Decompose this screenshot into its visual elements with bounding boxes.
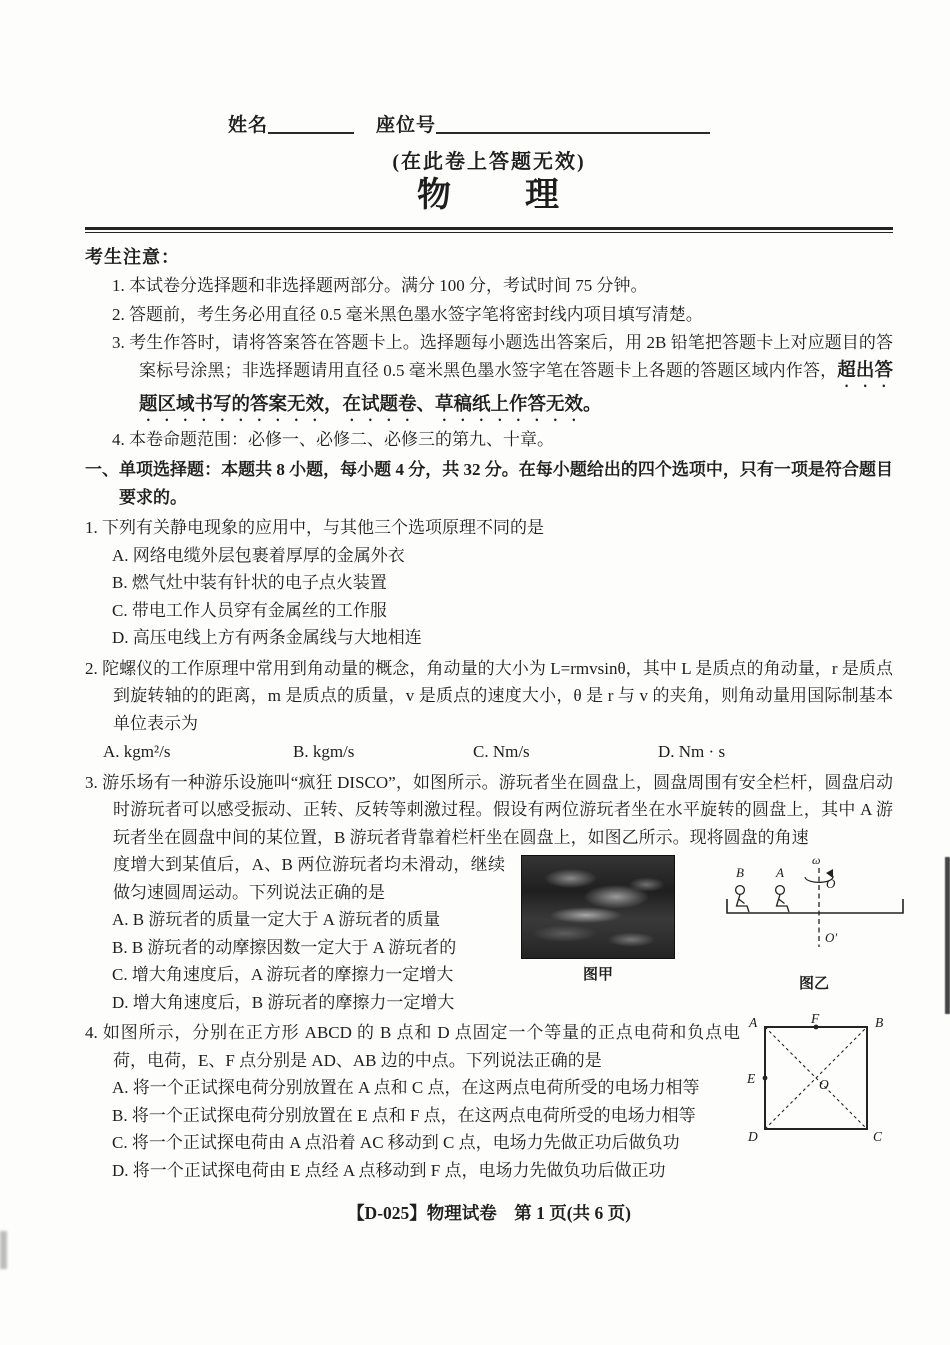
double-rule-divider [85,227,893,233]
rider-b-label: B [736,865,744,880]
question-4-option-c: C. 将一个正试探电荷由 A 点沿着 AC 移动到 C 点，电场力先做正功后做负功 [112,1133,680,1152]
name-field-label: 姓名 [228,115,269,136]
question-2-option-b: B. kgm/s [293,742,355,761]
question-4-option-d: D. 将一个正试探电荷由 E 点经 A 点移动到 F 点，电场力先做负功后做正功 [112,1160,666,1180]
question-2-option-a: A. kgm²/s [103,742,171,761]
question-2 [85,655,893,766]
question-2-stem: 2. 陀螺仪的工作原理中常用到角动量的概念，角动量的大小为 L=rmvsinθ，其中 L 是质点的角动量，r 是质点到旋转轴的的距离，m 是质点的质量，v 是质点的速度大小，θ 是 r 与 v 的夹角，则角动量用国际制基本单位表示为 [85,658,893,733]
question-3-stem: 3. 游乐场有一种游乐设施叫“疯狂 DISCO”，如图所示。游玩者坐在圆盘上，圆盘周围有安全栏杆，圆盘启动时游玩者可以感受振动、正转、反转等刺激过程。假设有两位游玩者坐在水平旋转的圆盘上，其中 A 游玩者坐在圆盘中间的某位置，B 游玩者背靠着栏杆坐在圆盘上，如图乙所示。现将圆盘的角速 [85,772,893,847]
question-4-option-a: A. 将一个正试探电荷分别放置在 A 点和 C 点，在这两点电荷所受的电场力相等 [112,1078,700,1097]
square-charge-diagram [745,1013,893,1145]
name-seat-row [228,112,893,140]
question-4 [85,1013,893,1184]
rider-a-label: A [776,865,784,880]
question-3 [85,769,893,1017]
corner-d-label: D [748,1129,758,1144]
notice-item-2: 2. 答题前，考生务必用直径 0.5 毫米黑色墨水签字笔将密封线内项目填写清楚。 [112,304,703,324]
section-heading-single-choice: 一、单项选择题：本题共 8 小题，每小题 4 分，共 32 分。在每小题给出的四个选项中，只有一项是符合题目要求的。 [85,460,893,507]
question-1-stem: 1. 下列有关静电现象的应用中，与其他三个选项原理不同的是 [85,518,544,537]
rotating-disc-diagram [713,855,915,959]
figure-jia-caption: 图甲 [582,967,613,983]
question-3-option-a: A. B 游玩者的质量一定大于 A 游玩者的质量 [112,910,441,929]
notice-item-3-text: 3. 考生作答时，请将答案答在答题卡上。选择题每小题选出答案后，用 2B 铅笔把答题卡上对应题目的答案标号涂黑；非选择题请用直径 0.5 毫米黑色墨水签字笔在答题卡上各题的答题区域内作答， [112,333,893,380]
omega-label: ω [812,855,821,867]
seat-blank-underline [436,115,710,134]
question-4-option-b: B. 将一个正试探电荷分别放置在 E 点和 F 点，在这两点电荷所受的电场力相等 [112,1105,696,1125]
notice-item-3 [112,329,893,425]
question-3-stem-continued: 度增大到某值后，A、B 两位游玩者均未滑动，继续做匀速圆周运动。下列说法正确的是 [113,855,505,902]
question-3-option-d: D. 增大角速度后，B 游玩者的摩擦力一定增大 [112,992,455,1012]
axis-o-label: O [826,876,836,891]
midpoint-e-label: E [747,1071,756,1086]
question-4-stem: 4. 如图所示，分别在正方形 ABCD 的 B 点和 D 点固定一个等量的正点电荷和负点电荷，电荷，E、F 点分别是 AD、AB 边的中点。下列说法正确的是 [85,1023,740,1070]
question-1-option-a: A. 网络电缆外层包裹着厚厚的金属外衣 [112,545,405,565]
question-1-option-d: D. 高压电线上方有两条金属线与大地相连 [112,628,422,647]
figure-yi-caption: 图乙 [798,975,829,992]
question-3-figures [521,855,915,998]
question-3-option-b: B. B 游玩者的动摩擦因数一定大于 A 游玩者的 [112,937,457,957]
figure-jia-box [521,855,675,998]
axis-o-prime-label: O′ [825,930,838,945]
notice-heading: 考生注意： [85,246,180,267]
notice-item-3-emphasis: 超出答题区域书写的答案无效，在试题卷、草稿纸上作答无效。 [139,360,893,415]
question-2-options-row [103,738,893,766]
seat-field-label: 座位号 [376,115,437,136]
midpoint-f-label: F [811,1013,820,1026]
notice-item-4: 4. 本卷命题范围：必修一、必修二、必修三的第九、十章。 [112,429,554,449]
footer-page-info: 【D-025】物理试卷 第 1 页(共 6 页) [347,1203,631,1223]
question-2-option-c: C. Nm/s [473,742,530,761]
figure-yi-box [713,855,915,998]
invalid-answer-note: (在此卷上答题无效) [392,150,586,173]
name-blank-underline [268,115,354,134]
corner-a-label: A [749,1015,758,1030]
scan-artifact-right-edge [945,857,950,1014]
question-4-left-column [85,1019,740,1184]
notice-item-1: 1. 本试卷分选择题和非选择题两部分。满分 100 分，考试时间 75 分钟。 [112,276,648,295]
question-1 [85,514,893,652]
question-3-left-column [85,851,505,1016]
scan-artifact-left-edge [0,1231,7,1269]
center-o-label: O [819,1077,829,1092]
question-1-option-b: B. 燃气灶中装有针状的电子点火装置 [112,573,387,592]
question-2-option-d: D. Nm · s [658,742,726,761]
corner-b-label: B [875,1015,884,1030]
corner-c-label: C [873,1129,883,1144]
question-3-option-c: C. 增大角速度后，A 游玩者的摩擦力一定增大 [112,965,454,984]
question-4-figure [745,1013,893,1154]
question-1-option-c: C. 带电工作人员穿有金属丝的工作服 [112,600,387,620]
page-title: 物 理 [417,177,561,214]
disco-ride-photo [521,855,675,959]
